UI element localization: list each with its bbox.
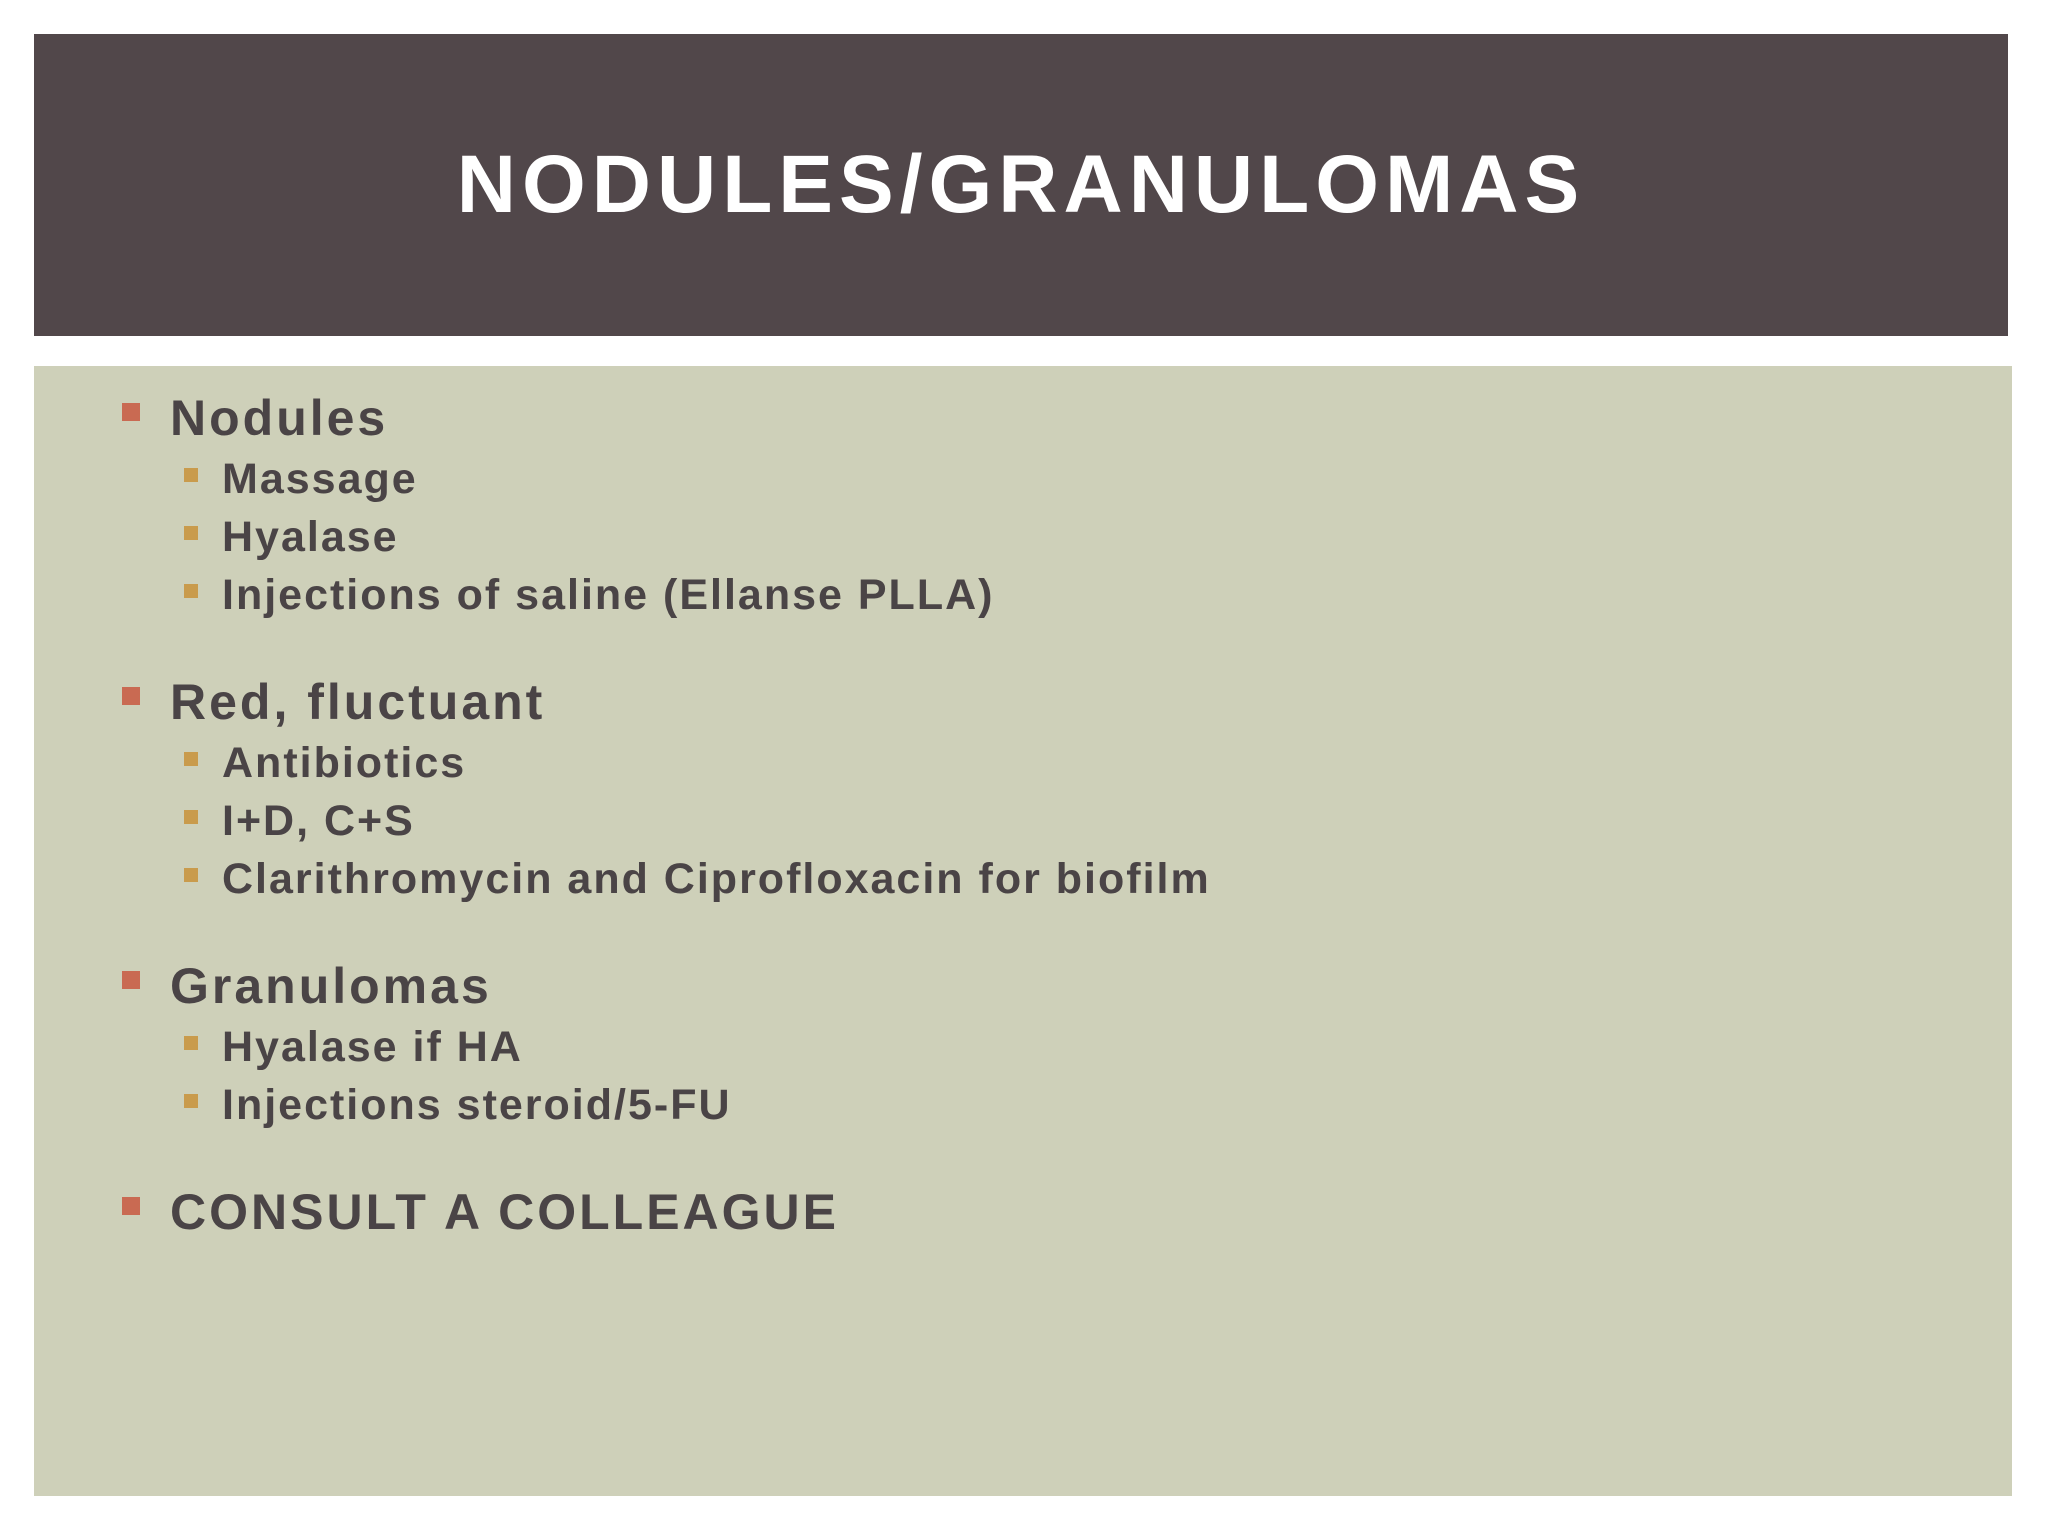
- bullet-group-red-fluctuant: [122, 670, 1211, 908]
- bullet-group-granulomas: [122, 954, 1211, 1134]
- square-bullet-icon: [122, 403, 140, 421]
- bullet-group-consult: [122, 1180, 1211, 1244]
- square-sub-bullet-icon: [184, 810, 198, 824]
- sub-bullet-text: Hyalase if HA: [222, 1022, 523, 1071]
- sub-bullet-text: Massage: [222, 454, 418, 503]
- bullet-item: [122, 670, 1211, 734]
- sub-bullet-text: I+D, C+S: [222, 796, 415, 845]
- sub-bullet-list: [122, 734, 1211, 908]
- content-panel: [34, 366, 2012, 1496]
- bullet-item: [122, 386, 1211, 450]
- title-bar: [34, 34, 2008, 336]
- sub-bullet-text: Injections of saline (Ellanse PLLA): [222, 570, 995, 619]
- square-bullet-icon: [122, 971, 140, 989]
- bullet-text: Nodules: [170, 390, 389, 446]
- sub-bullet-item: [184, 1076, 1211, 1134]
- square-bullet-icon: [122, 687, 140, 705]
- bullet-text: CONSULT A COLLEAGUE: [170, 1184, 840, 1240]
- square-bullet-icon: [122, 1197, 140, 1215]
- bullet-text: Red, fluctuant: [170, 674, 546, 730]
- bullet-item: [122, 954, 1211, 1018]
- sub-bullet-text: Clarithromycin and Ciprofloxacin for biofilm: [222, 854, 1211, 903]
- square-sub-bullet-icon: [184, 526, 198, 540]
- slide-title: NODULES/GRANULOMAS: [456, 139, 1586, 230]
- sub-bullet-item: [184, 508, 1211, 566]
- bullet-text: Granulomas: [170, 958, 492, 1014]
- sub-bullet-item: [184, 850, 1211, 908]
- sub-bullet-item: [184, 1018, 1211, 1076]
- square-sub-bullet-icon: [184, 1094, 198, 1108]
- sub-bullet-text: Injections steroid/5-FU: [222, 1080, 732, 1129]
- sub-bullet-item: [184, 734, 1211, 792]
- bullet-item: [122, 1180, 1211, 1244]
- square-sub-bullet-icon: [184, 1036, 198, 1050]
- sub-bullet-text: Antibiotics: [222, 738, 467, 787]
- square-sub-bullet-icon: [184, 868, 198, 882]
- sub-bullet-list: [122, 450, 1211, 624]
- sub-bullet-item: [184, 566, 1211, 624]
- square-sub-bullet-icon: [184, 468, 198, 482]
- bullet-list: [122, 386, 1211, 1290]
- sub-bullet-item: [184, 450, 1211, 508]
- sub-bullet-text: Hyalase: [222, 512, 399, 561]
- sub-bullet-list: [122, 1018, 1211, 1134]
- sub-bullet-item: [184, 792, 1211, 850]
- square-sub-bullet-icon: [184, 584, 198, 598]
- square-sub-bullet-icon: [184, 752, 198, 766]
- bullet-group-nodules: [122, 386, 1211, 624]
